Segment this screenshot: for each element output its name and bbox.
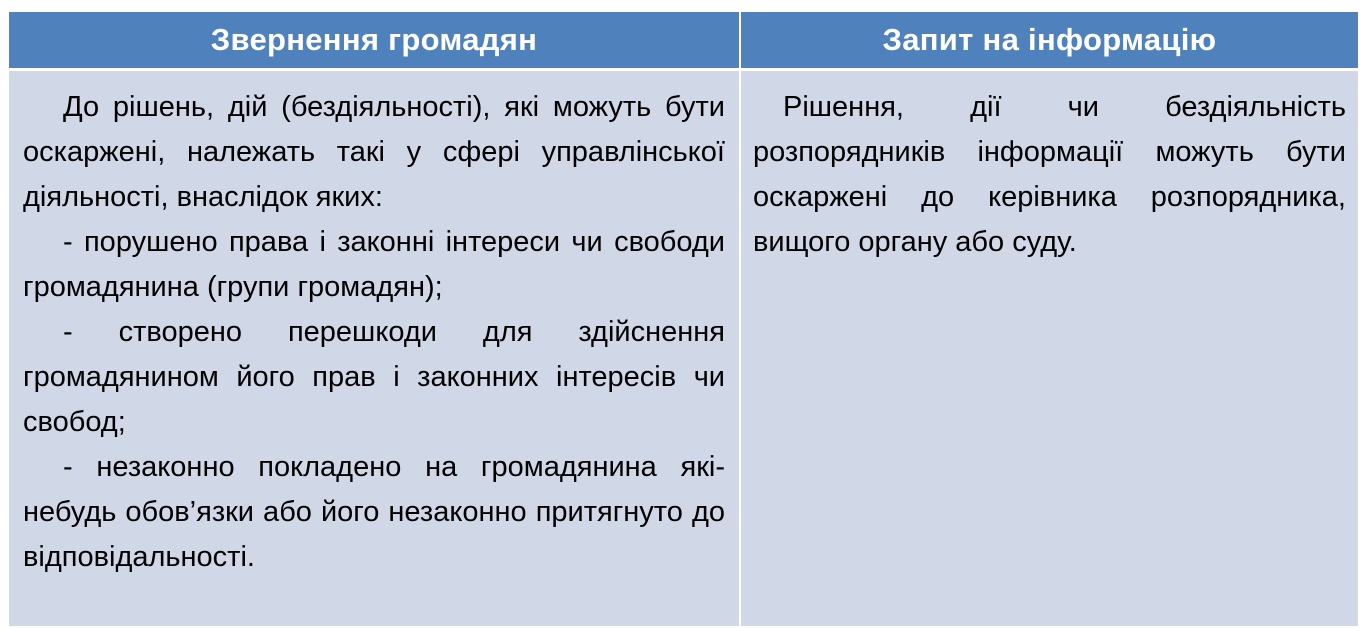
paragraph-unlawful-duties: - незаконно покладено на громадянина які-небудь обов’язки або його незаконно притягнуто до відповідальності.	[23, 451, 725, 573]
paragraph-obstacles: - створено перешкоди для здійснення громадянином його прав і законних інтересів чи свобод;	[23, 316, 725, 438]
paragraph-rights-violated: - порушено права і законні інтереси чи свободи громадянина (групи громадян);	[23, 226, 725, 303]
comparison-table	[9, 12, 1358, 626]
header-information-request: Запит на інформацію	[741, 12, 1358, 68]
header-citizens-appeals: Звернення громадян	[9, 12, 741, 68]
information-request-cell	[741, 68, 1358, 626]
paragraph-intro: До рішень, дій (бездіяльності), які можуть бути оскаржені, належать такі у сфері управлінської діяльності, внаслідок яких:	[23, 91, 725, 213]
citizens-appeals-cell	[9, 68, 741, 626]
paragraph-appeal-decisions: Рішення, дії чи бездіяльність розпорядників інформації можуть бути оскаржені до керівника розпорядника, вищого органу або суду.	[753, 91, 1346, 258]
